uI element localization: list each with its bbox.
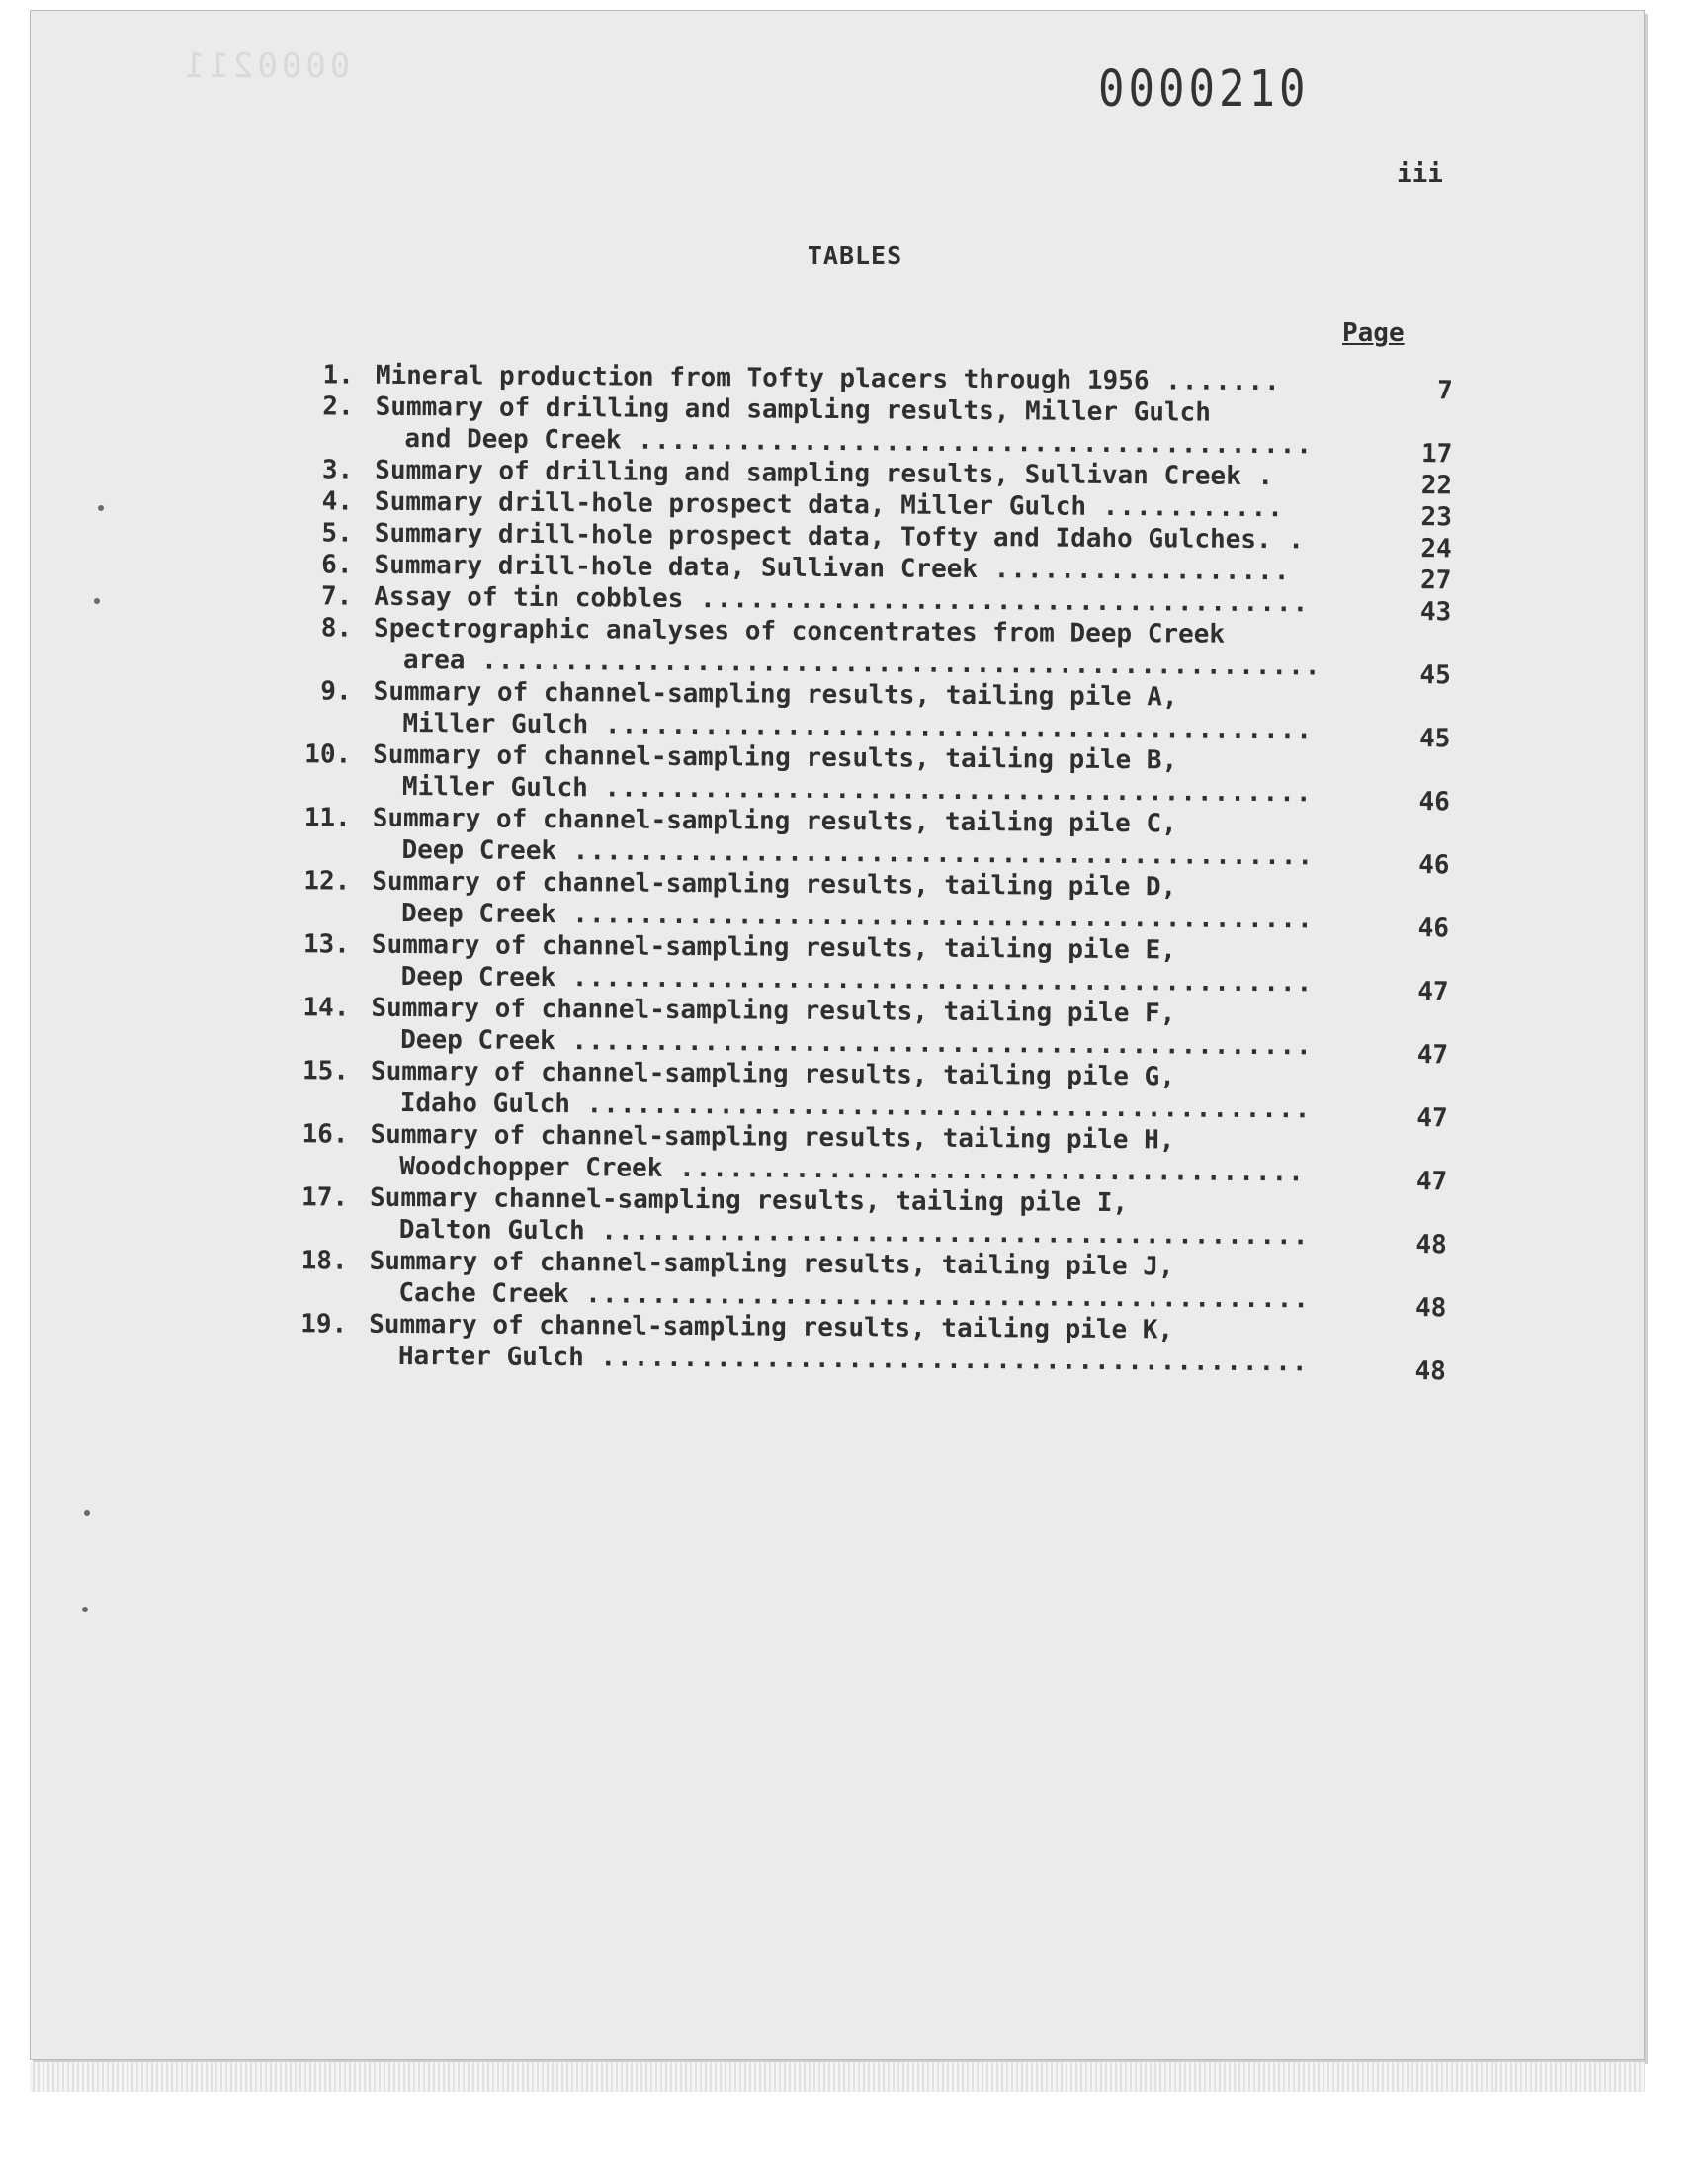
dot-leader: ........................................... <box>588 710 1314 745</box>
dot-leader: ........................................... <box>587 773 1313 809</box>
entry-title-line: Summary drill-hole data, Sullivan Creek <box>374 550 979 585</box>
entry-title-line: Summary of drilling and sampling results, Miller Gulch <box>375 392 1212 428</box>
entry-page-number: 47 <box>1416 1040 1449 1071</box>
entry-number: 3. <box>321 455 354 485</box>
entry-page-number: 45 <box>1418 724 1451 754</box>
entry-title <box>349 993 1359 1063</box>
entry-number: 17. <box>301 1182 349 1213</box>
table-of-tables <box>260 359 1453 1387</box>
entry-title-line: Summary of channel-sampling results, tailing pile B, <box>373 740 1178 776</box>
toc-entry <box>260 1245 1447 1324</box>
dot-leader: ................................................... <box>465 646 1322 682</box>
entry-title <box>348 1119 1358 1189</box>
scan-speck <box>94 598 100 604</box>
dot-leader: ........................................... <box>584 1216 1310 1252</box>
entry-title-continuation: Harter Gulch <box>397 1341 584 1373</box>
entry-title <box>352 613 1362 683</box>
page-title: TABLES <box>807 241 903 270</box>
entry-number: 13. <box>302 929 350 960</box>
entry-title-line: Mineral production from Tofty placers through 1956 <box>375 360 1150 396</box>
entry-title <box>350 803 1360 873</box>
entry-title-line: Summary of channel-sampling results, tailing pile C, <box>372 803 1177 839</box>
entry-page-number: 45 <box>1419 660 1451 691</box>
entry-page-number: 22 <box>1420 471 1453 501</box>
entry-title <box>349 1056 1359 1126</box>
entry-page-number: 27 <box>1420 566 1452 596</box>
toc-entry <box>263 865 1450 944</box>
dot-leader: ............................................. <box>555 900 1314 935</box>
entry-page-number: 24 <box>1420 534 1452 565</box>
page-column-header: Page <box>1342 318 1405 348</box>
entry-number: 14. <box>302 993 350 1023</box>
entry-title-line: Assay of tin cobbles <box>374 581 684 614</box>
entry-title-line: Summary of channel-sampling results, tailing pile E, <box>371 929 1176 966</box>
dot-leader: ....... <box>1149 366 1281 397</box>
entry-page-number: 23 <box>1420 502 1453 533</box>
entry-number: 5. <box>321 518 353 549</box>
entry-page-number: 43 <box>1419 597 1452 628</box>
roman-page-number: iii <box>1397 159 1443 189</box>
entry-page-number: 47 <box>1415 1167 1448 1197</box>
dot-leader: ........... <box>1085 491 1284 524</box>
stamp-number: 0000210 <box>1098 60 1310 119</box>
entry-title-line: Summary drill-hole prospect data, Tofty and Idaho Gulches. <box>374 518 1272 556</box>
entry-title-continuation: Deep Creek <box>400 961 556 994</box>
entry-title-line: Summary of channel-sampling results, tailing pile A, <box>373 676 1178 713</box>
dot-leader: . <box>1240 461 1275 492</box>
entry-page-number: 47 <box>1416 1103 1448 1134</box>
entry-title-line: Summary of drilling and sampling results, Sullivan Creek <box>375 455 1241 491</box>
entry-page-number: 17 <box>1420 439 1453 470</box>
toc-entry <box>262 1055 1448 1134</box>
toc-entry <box>263 802 1450 881</box>
entry-number: 4. <box>321 486 354 517</box>
entry-page-number: 47 <box>1417 977 1449 1007</box>
dot-leader: .................. <box>977 555 1291 587</box>
entry-number: 1. <box>322 360 354 391</box>
toc-entry <box>263 928 1449 1007</box>
toc-entry <box>266 391 1453 470</box>
entry-page-number: 48 <box>1414 1293 1447 1324</box>
entry-title-continuation: and Deep Creek <box>404 423 622 456</box>
toc-entry <box>261 1118 1448 1197</box>
entry-page-number: 46 <box>1418 850 1450 881</box>
scan-speck <box>84 1510 90 1516</box>
entry-title-line: Summary of channel-sampling results, tailing pile F, <box>371 993 1176 1029</box>
entry-title-line: Summary of channel-sampling results, tailing pile H, <box>370 1119 1175 1156</box>
entry-title <box>347 1246 1357 1316</box>
dot-leader: ............................................ <box>568 1279 1311 1315</box>
toc-entry <box>265 612 1451 691</box>
entry-page-number: 46 <box>1417 914 1450 944</box>
dot-leader: ............................................. <box>555 1026 1313 1062</box>
entry-title-line: Summary of channel-sampling results, tailing pile J, <box>369 1246 1174 1282</box>
toc-entry <box>264 675 1451 754</box>
entry-title-continuation: Deep Creek <box>400 1024 555 1057</box>
dot-leader: ......................................... <box>621 425 1314 461</box>
dot-leader: ........................................... <box>583 1343 1309 1378</box>
dot-leader: . <box>1271 525 1306 556</box>
dot-leader: ............................................ <box>569 1089 1312 1125</box>
dot-leader: ..................................... <box>683 583 1310 619</box>
entry-number: 12. <box>303 866 351 897</box>
toc-entry <box>262 992 1449 1071</box>
entry-title-continuation: Dalton Gulch <box>398 1214 585 1247</box>
toc-entry <box>260 1308 1446 1387</box>
scan-speck <box>82 1607 88 1612</box>
entry-number: 10. <box>304 740 352 770</box>
entry-number: 6. <box>321 550 353 580</box>
entry-number: 11. <box>303 803 351 833</box>
dot-leader: ............................................. <box>555 963 1314 999</box>
entry-number: 18. <box>300 1246 348 1276</box>
dot-leader: ...................................... <box>662 1153 1305 1188</box>
entry-title <box>350 929 1360 1000</box>
entry-title-line: Spectrographic analyses of concentrates from Deep Creek <box>373 613 1226 650</box>
entry-number: 15. <box>301 1056 350 1087</box>
entry-title-continuation: Cache Creek <box>398 1277 569 1310</box>
entry-page-number: 46 <box>1418 787 1451 818</box>
scan-edge-strip <box>30 2062 1645 2092</box>
entry-number: 7. <box>320 581 353 612</box>
entry-page-number: 48 <box>1414 1356 1446 1387</box>
entry-title-continuation: Idaho Gulch <box>399 1088 571 1120</box>
entry-title <box>347 1309 1357 1379</box>
entry-title <box>348 1182 1358 1253</box>
entry-title-continuation: Deep Creek <box>401 834 557 867</box>
entry-number: 9. <box>320 676 352 707</box>
entry-number: 19. <box>300 1309 348 1340</box>
mirrored-stamp-number: 0000211 <box>181 46 351 86</box>
entry-number: 8. <box>320 613 353 644</box>
entry-title-line: Summary drill-hole prospect data, Miller Gulch <box>374 486 1087 522</box>
entry-title <box>351 740 1361 810</box>
entry-page-number: 48 <box>1415 1230 1447 1261</box>
entry-number: 2. <box>322 392 354 422</box>
entry-title <box>351 676 1361 746</box>
entry-title <box>353 392 1363 462</box>
scan-speck <box>98 505 104 511</box>
entry-title <box>350 866 1360 936</box>
entry-title-line: Summary channel-sampling results, tailing pile I, <box>369 1182 1129 1219</box>
entry-title-continuation: Miller Gulch <box>401 771 588 804</box>
entry-title-continuation: Deep Creek <box>400 898 556 930</box>
entry-title-line: Summary of channel-sampling results, tailing pile G, <box>370 1056 1176 1092</box>
entry-title-continuation: area <box>402 645 466 676</box>
entry-title-continuation: Woodchopper Creek <box>399 1151 663 1183</box>
entry-title-line: Summary of channel-sampling results, tailing pile K, <box>369 1309 1174 1346</box>
entry-title-line: Summary of channel-sampling results, tailing pile D, <box>372 866 1177 903</box>
entry-number: 16. <box>301 1119 349 1150</box>
entry-page-number: 7 <box>1437 376 1453 406</box>
entry-title-continuation: Miller Gulch <box>402 708 589 740</box>
dot-leader: ............................................. <box>555 836 1315 872</box>
